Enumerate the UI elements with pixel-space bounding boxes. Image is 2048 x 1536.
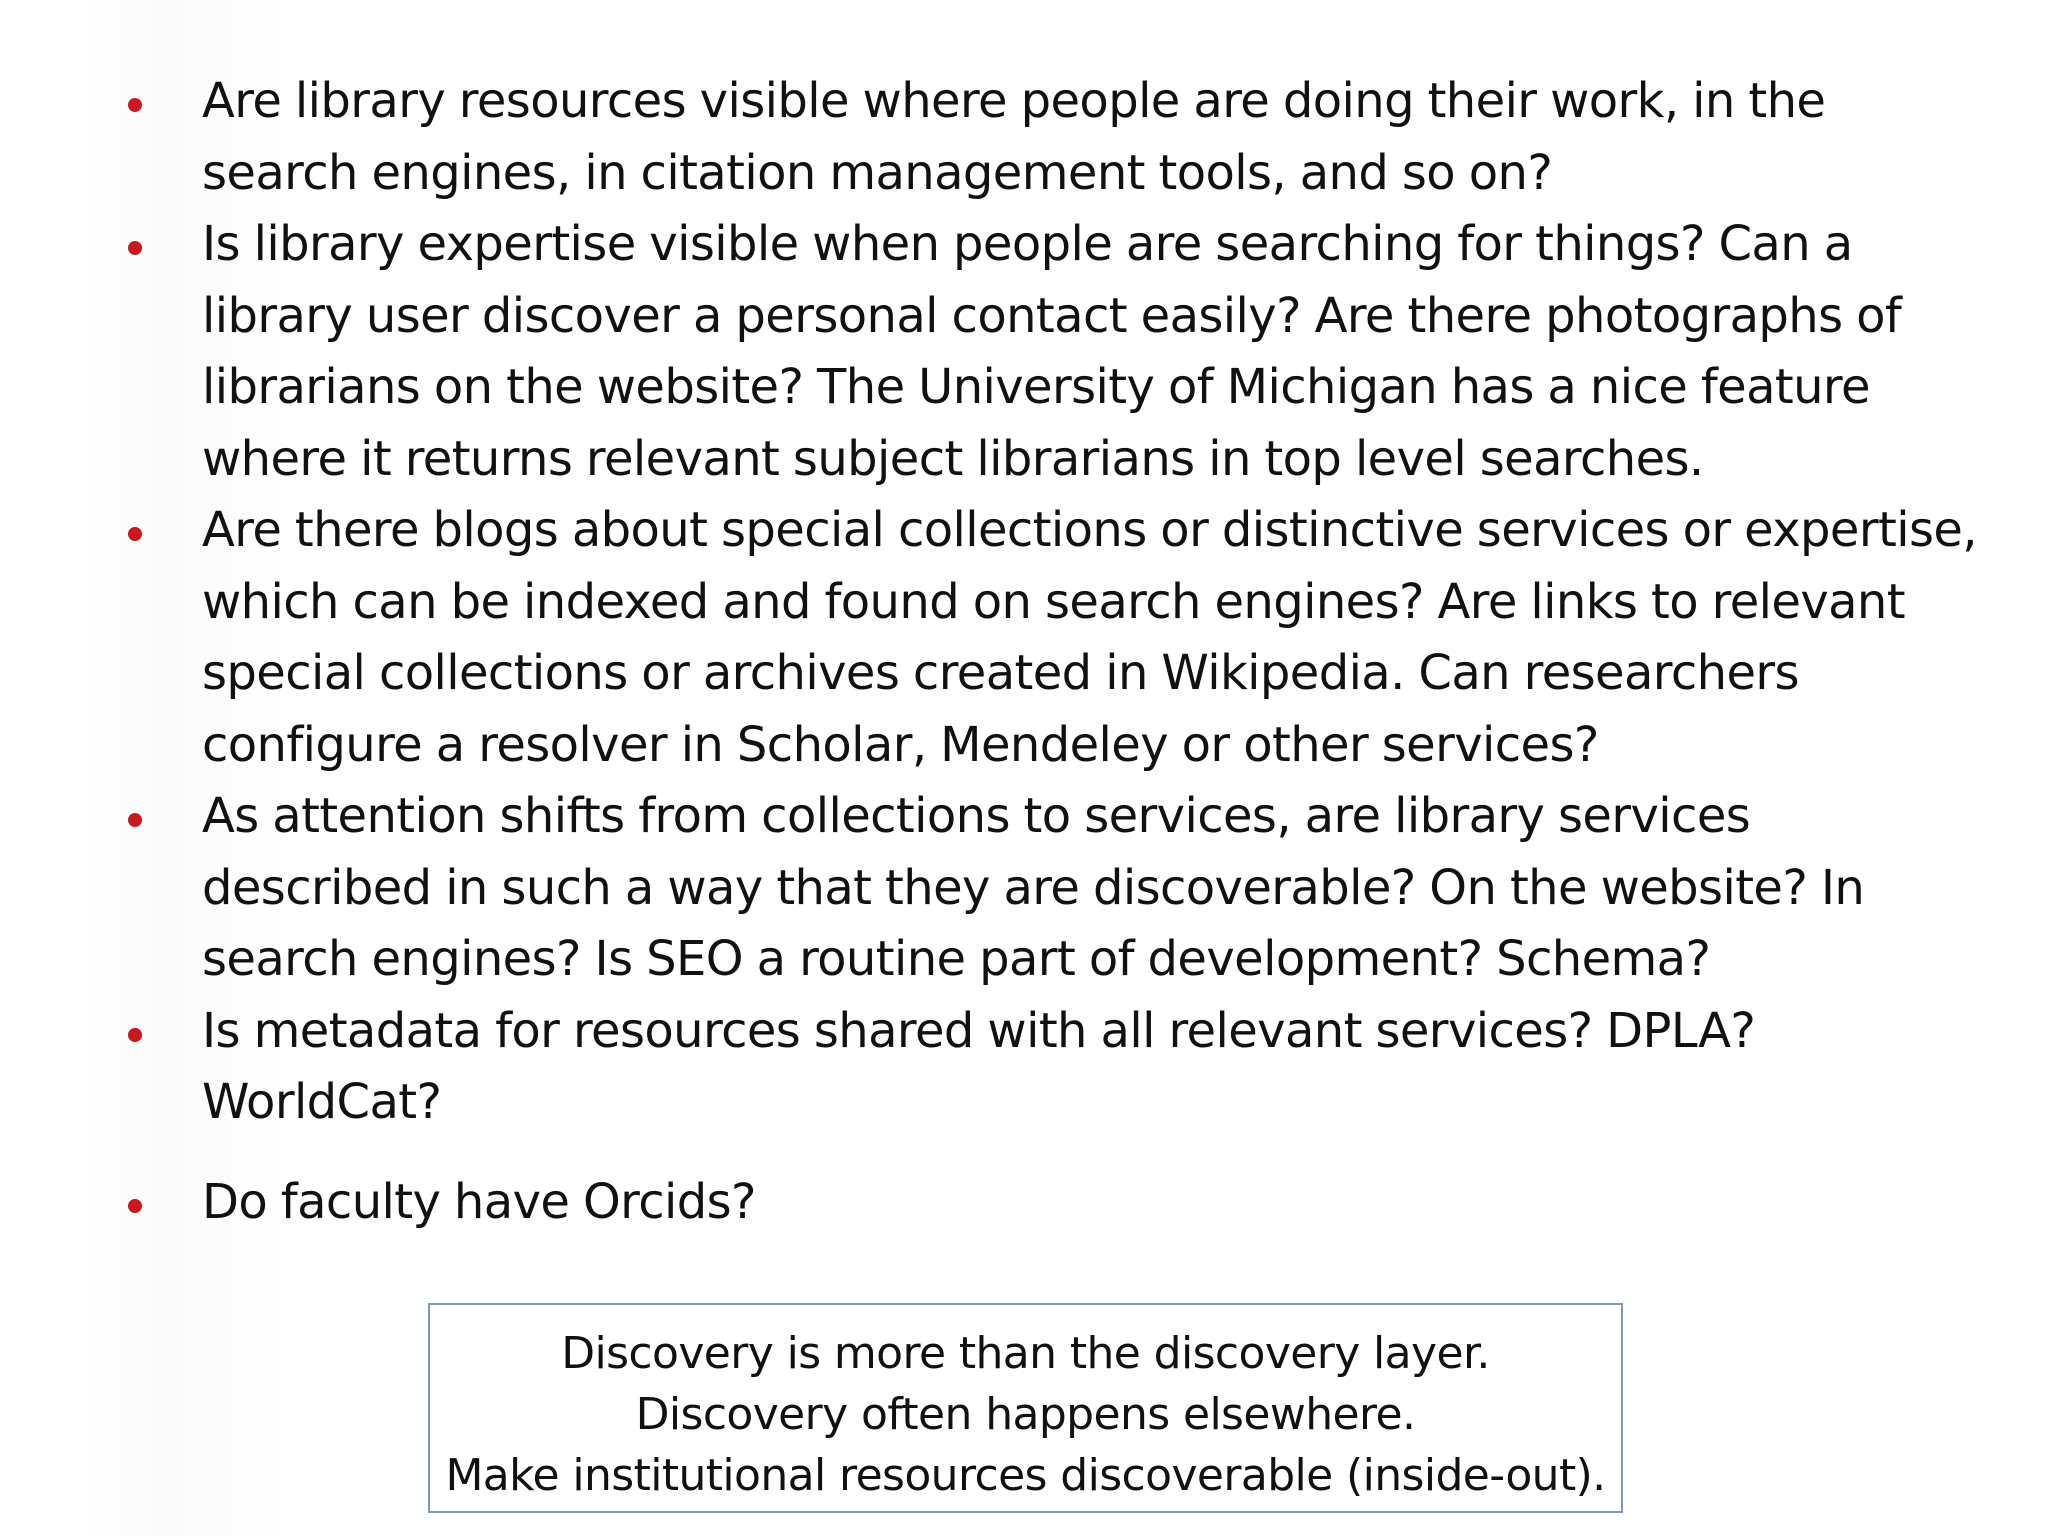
bullet-text: Is library expertise visible when people are searching for things? Can a library user discover a personal contact easily? Are there photographs of librarians on the website? The University of Michigan has a nice feature where it returns relevant subject librarians in top level searches.	[202, 216, 1902, 487]
bullet-item	[120, 209, 1980, 495]
callout-line: Discovery often happens elsewhere.	[635, 1389, 1416, 1440]
bullet-list	[120, 66, 1980, 1238]
bullet-item	[120, 1167, 1980, 1239]
bullet-text: Do faculty have Orcids?	[202, 1173, 756, 1230]
callout-line: Make institutional resources discoverable (inside-out).	[445, 1450, 1606, 1501]
bullet-dot-icon	[128, 241, 142, 255]
bullet-item	[120, 996, 1980, 1139]
bullet-text: Are library resources visible where people are doing their work, in the search engines, in citation management tools, and so on?	[202, 73, 1826, 201]
bullet-dot-icon	[128, 1028, 142, 1042]
bullet-dot-icon	[128, 527, 142, 541]
bullet-item	[120, 781, 1980, 996]
bullet-text: Are there blogs about special collections or distinctive services or expertise, which can be indexed and found on search engines? Are links to relevant special collections or archives created in Wikipedia. Can researchers configure a resolver in Scholar, Mendeley or other services?	[202, 502, 1977, 773]
bullet-item	[120, 495, 1980, 781]
bullet-item	[120, 66, 1980, 209]
bullet-dot-icon	[128, 813, 142, 827]
summary-callout-box	[428, 1303, 1623, 1513]
bullet-text: Is metadata for resources shared with all relevant services? DPLA? WorldCat?	[202, 1002, 1756, 1130]
callout-line: Discovery is more than the discovery layer.	[561, 1328, 1490, 1379]
bullet-dot-icon	[128, 98, 142, 112]
bullet-dot-icon	[128, 1199, 142, 1213]
bullet-text: As attention shifts from collections to services, are library services described in such a way that they are discoverable? On the website? In search engines? Is SEO a routine part of development? Schema?	[202, 788, 1865, 987]
